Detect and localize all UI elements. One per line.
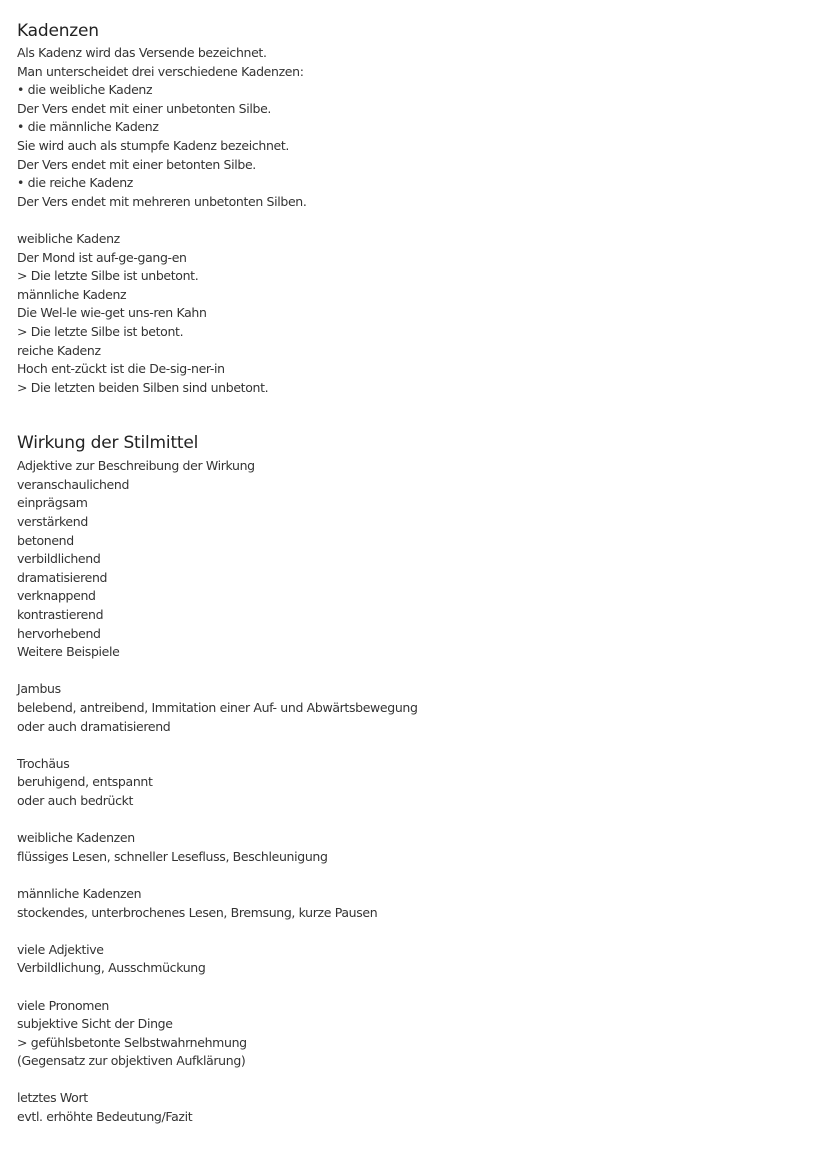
spacer — [17, 397, 807, 430]
term-letztes-wort — [17, 1089, 807, 1108]
adjektiv-item: kontrastierend — [17, 607, 104, 623]
term-maennliche-kadenzen — [17, 885, 807, 904]
adjektiv-item: verknappend — [17, 588, 96, 604]
adjektiv-item: hervorhebend — [17, 625, 101, 641]
letztes-wort-line-1: evtl. erhöhte Bedeutung/Fazit — [17, 1109, 193, 1125]
term-viele-adjektive — [17, 941, 807, 960]
heading-kadenzen: Kadenzen — [17, 18, 99, 44]
adjektiv-item: dramatisierend — [17, 569, 108, 585]
vers-ending-highlight: gang-en — [138, 249, 187, 268]
bullet-reiche-kadenz — [17, 174, 807, 193]
spacer — [17, 211, 807, 230]
vers-text: Hoch ent-zückt ist die De- — [17, 361, 170, 377]
example-vers-maennlich — [17, 304, 807, 323]
vers-text: Der Mond ist auf-ge- — [17, 249, 138, 265]
term-label: viele Pronomen — [17, 997, 109, 1016]
jambus-line-2: oder auch dramatisierend — [17, 718, 171, 734]
adjektive-intro: Adjektive zur Beschreibung der Wirkung — [17, 458, 255, 474]
viele-adjektive-line-1: Verbildlichung, Ausschmückung — [17, 960, 206, 976]
spacer — [17, 662, 807, 681]
section-wirkung — [17, 430, 807, 1126]
spacer — [17, 1071, 807, 1090]
spacer — [17, 978, 807, 997]
vers-ending-highlight: sig-ner-in — [170, 360, 225, 379]
example-vers-reich — [17, 360, 807, 379]
jambus-line-1: belebend, antreibend, Immitation einer Auf- und Abwärtsbewegung — [17, 700, 418, 715]
term-label: Jambus — [17, 680, 61, 699]
spacer — [17, 811, 807, 830]
example-label-maennlich: männliche Kadenz — [17, 286, 127, 302]
viele-pronomen-line-1: subjektive Sicht der Dinge — [17, 1016, 173, 1032]
example-note-reich: > Die letzten beiden Silben sind unbetont. — [17, 379, 269, 395]
trochaeus-line-1: beruhigend, entspannt — [17, 774, 153, 790]
term-label: viele Adjektive — [17, 941, 104, 960]
term-weibliche-kadenz: • die weibliche Kadenz — [17, 81, 152, 100]
example-vers-weiblich — [17, 249, 807, 268]
term-maennliche-kadenz: • die männliche Kadenz — [17, 118, 159, 137]
viele-pronomen-line-3: (Gegensatz zur objektiven Aufklärung) — [17, 1053, 246, 1069]
desc-weibliche-kadenz: Der Vers endet mit einer unbetonten Silbe. — [17, 100, 272, 116]
bullet-weibliche-kadenz — [17, 81, 807, 100]
example-label-weiblich: weibliche Kadenz — [17, 230, 120, 246]
vers-ending-highlight: Kahn — [176, 304, 206, 323]
heading-wirkung: Wirkung der Stilmittel — [17, 430, 198, 456]
term-label: männliche Kadenzen — [17, 885, 141, 904]
term-reiche-kadenz: • die reiche Kadenz — [17, 174, 133, 193]
desc-maennliche-kadenz-1: Sie wird auch als stumpfe Kadenz bezeichnet. — [17, 137, 290, 153]
example-note-maennlich: > Die letzte Silbe ist betont. — [17, 323, 184, 339]
spacer — [17, 922, 807, 941]
term-label: letztes Wort — [17, 1089, 88, 1108]
adjektiv-item: verstärkend — [17, 514, 88, 530]
trochaeus-line-2: oder auch bedrückt — [17, 792, 134, 808]
example-note-weiblich: > Die letzte Silbe ist unbetont. — [17, 268, 199, 284]
term-label: weibliche Kadenzen — [17, 829, 135, 848]
weibliche-kadenzen-line-1: flüssiges Lesen, schneller Lesefluss, Beschleunigung — [17, 848, 328, 864]
term-label: Trochäus — [17, 755, 69, 774]
adjektiv-item: verbildlichend — [17, 551, 101, 567]
adjektiv-item: veranschaulichend — [17, 476, 130, 492]
spacer — [17, 866, 807, 885]
viele-pronomen-line-2: > gefühlsbetonte Selbstwahrnehmung — [17, 1034, 247, 1050]
section-kadenzen — [17, 18, 807, 397]
term-viele-pronomen — [17, 997, 807, 1016]
term-jambus — [17, 680, 807, 699]
desc-reiche-kadenz: Der Vers endet mit mehreren unbetonten Silben. — [17, 193, 307, 209]
term-weibliche-kadenzen — [17, 829, 807, 848]
maennliche-kadenzen-line-1: stockendes, unterbrochenes Lesen, Bremsung, kurze Pausen — [17, 904, 378, 920]
desc-maennliche-kadenz-2: Der Vers endet mit einer betonten Silbe. — [17, 156, 256, 172]
notes-page — [17, 18, 807, 1127]
vers-text: Die Wel-le wie-get uns-ren — [17, 305, 177, 321]
kadenzen-intro-1: Als Kadenz wird das Versende bezeichnet. — [17, 45, 267, 60]
example-label-reich: reiche Kadenz — [17, 342, 101, 358]
bullet-maennliche-kadenz — [17, 118, 807, 137]
term-trochaeus — [17, 755, 807, 774]
weitere-beispiele: Weitere Beispiele — [17, 644, 120, 660]
kadenzen-intro-2: Man unterscheidet drei verschiedene Kadenzen: — [17, 63, 304, 79]
adjektiv-item: einprägsam — [17, 495, 88, 511]
adjektiv-item: betonend — [17, 532, 74, 548]
spacer — [17, 736, 807, 755]
